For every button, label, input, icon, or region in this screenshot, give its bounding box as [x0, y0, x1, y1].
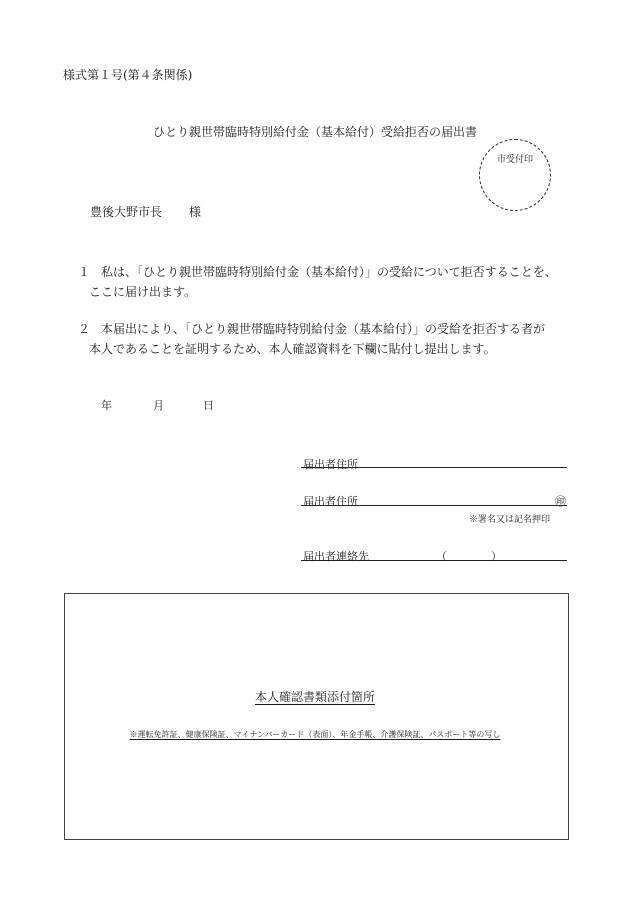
seal-mark: ㊞	[555, 495, 566, 508]
paragraph-1-number: １	[78, 265, 91, 279]
reception-stamp-circle	[479, 139, 551, 211]
reception-stamp-label: 市受付印	[496, 155, 533, 165]
paragraph-1-line-2: ここに届け出ます。	[89, 285, 197, 299]
applicant-contact-label: 届出者連絡先	[303, 550, 369, 563]
date-year-label: 年	[101, 399, 112, 412]
applicant-address-label-2: 届出者住所	[303, 495, 358, 508]
date-day-label: 日	[203, 399, 214, 412]
applicant-address-label: 届出者住所	[303, 458, 358, 471]
applicant-contact-field[interactable]	[301, 560, 567, 561]
attachment-area-note	[0, 729, 630, 740]
date-month-label: 月	[153, 399, 164, 412]
applicant-address-field[interactable]	[301, 467, 567, 468]
contact-paren-open: （	[436, 550, 447, 563]
id-document-attachment-area[interactable]	[64, 593, 569, 840]
attachment-note-text: ※運転免許証、健康保険証、マイナンバーカード（表面）、年金手帳、介護保険証、パスポート等の写し	[129, 730, 501, 739]
signature-note: ※署名又は記名押印	[469, 515, 551, 525]
contact-paren-close: ）	[491, 550, 502, 563]
paragraph-2-line-1: 本届出により、「ひとり親世帯臨時特別給付金（基本給付）」の受給を拒否する者が	[101, 322, 546, 336]
addressee-name: 豊後大野市長	[90, 205, 163, 219]
form-number: 様式第１号(第４条関係)	[63, 68, 193, 82]
applicant-signature-field[interactable]	[301, 505, 567, 506]
addressee-honorific: 様	[189, 205, 202, 219]
attachment-area-title	[0, 688, 630, 705]
paragraph-2-line-2: 本人であることを証明するため、本人確認資料を下欄に貼付し提出します。	[89, 342, 496, 356]
attachment-title-text: 本人確認書類添付箇所	[254, 690, 375, 704]
paragraph-2-number: ２	[78, 322, 91, 336]
paragraph-1-line-1: 私は、「ひとり親世帯臨時特別給付金（基本給付）」の受給について拒否することを、	[101, 265, 557, 279]
document-title: ひとり親世帯臨時特別給付金（基本給付）受給拒否の届出書	[152, 125, 477, 139]
